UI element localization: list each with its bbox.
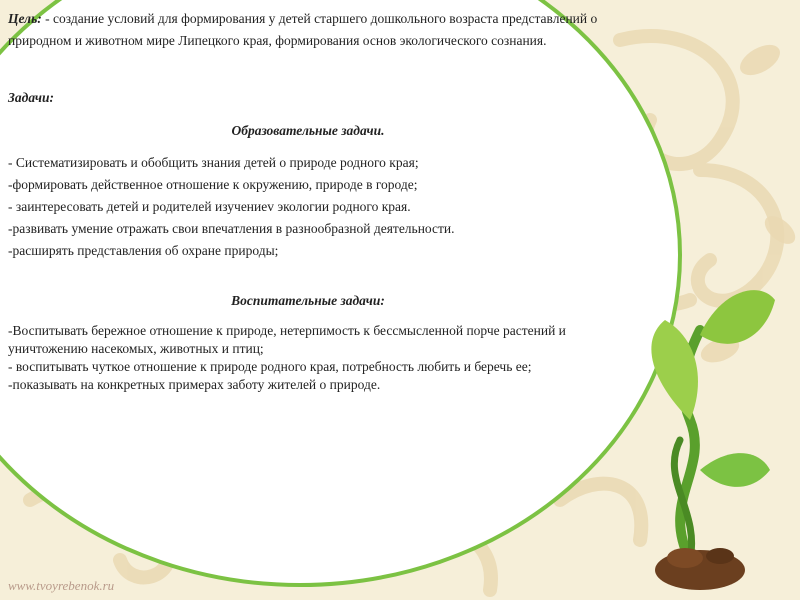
goal-text: - создание условий для формирования у детей старшего дошкольного возраста представлений о природном и животном мире Липецкого края, формирования основ экологического сознания. [8,11,598,48]
list-item: -расширять представления об охране природы; [8,243,279,258]
educational-heading: Образовательные задачи. [231,123,385,138]
list-item: -формировать действенное отношение к окружению, природе в городе; [8,177,418,192]
educational-list [8,152,455,262]
list-item: - Систематизировать и обобщить знания детей о природе родного края; [8,155,419,170]
list-item: -показывать на конкретных примерах заботу жителей о природе. [8,377,381,392]
list-item: -Воспитывать бережное отношение к природе, нетерпимость к бессмысленной порче растений и уничтожению насекомых, животных и птиц; [8,323,566,356]
list-item: -развивать умение отражать свои впечатления в разнообразной деятельности. [8,221,455,236]
list-item: - заинтересовать детей и родителей изучениеv экологии родного края. [8,199,411,214]
goal-paragraph [8,8,598,52]
goal-label: Цель: [8,11,42,26]
site-watermark: www.tvoyrebenok.ru [8,578,115,593]
upbringing-list [8,322,598,394]
upbringing-heading: Воспитательные задачи: [231,293,385,308]
list-item: - воспитывать чуткое отношение к природе родного края, потребность любить и беречь ее; [8,359,532,374]
tasks-heading: Задачи: [8,90,54,105]
